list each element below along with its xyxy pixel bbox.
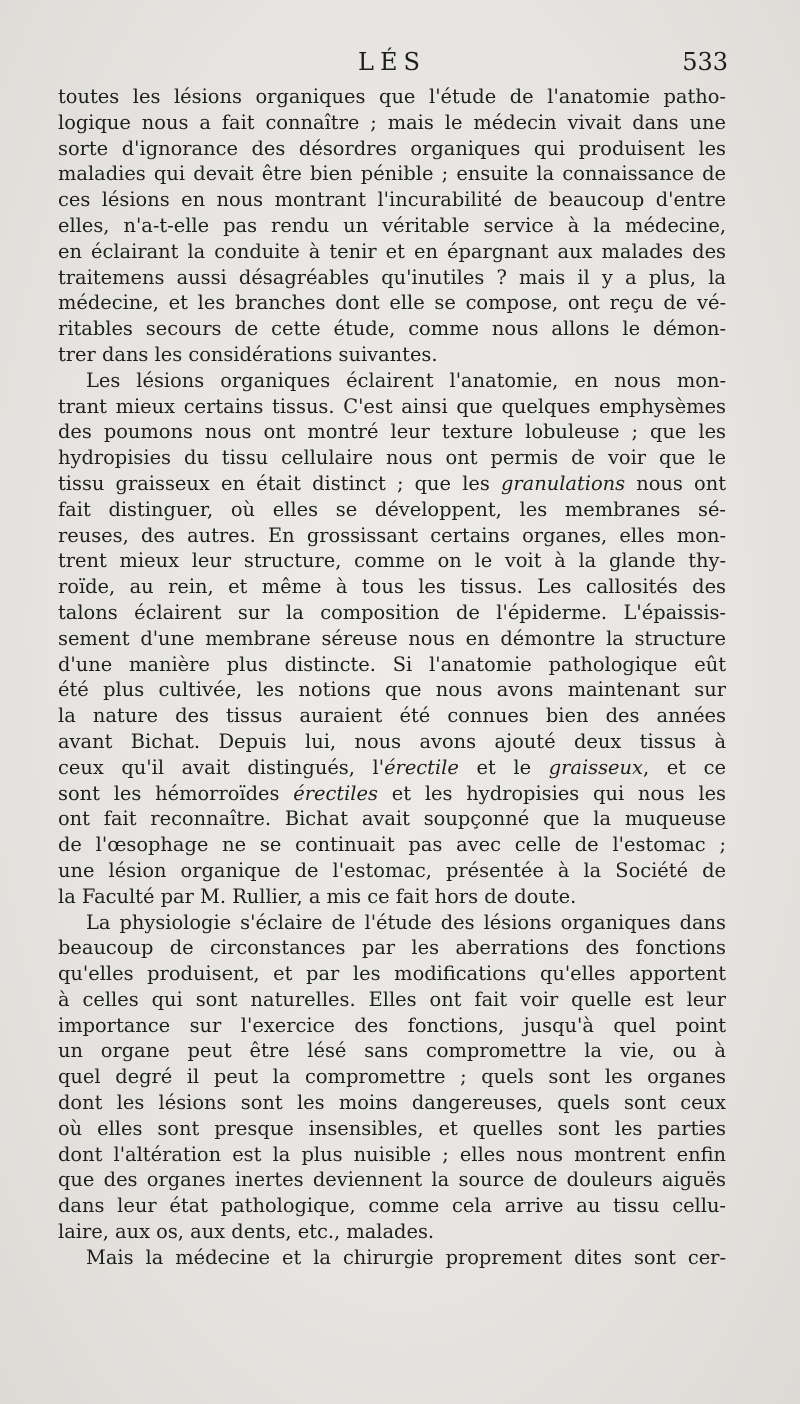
- text-line: été plus cultivée, les notions que nous avons maintenant sur: [58, 678, 726, 702]
- paragraph-end-line: trer dans les considérations suivantes.: [58, 342, 438, 366]
- text-line: une lésion organique de l'estomac, présentée à la Société de: [58, 858, 726, 882]
- text-line: un organe peut être lésé sans compromettre la vie, ou à: [58, 1039, 726, 1063]
- italic-term: graisseux: [548, 755, 643, 779]
- text-segment: et le: [458, 755, 549, 779]
- text-line: à celles qui sont naturelles. Elles ont fait voir quelle est leur: [58, 987, 726, 1011]
- text-line: roïde, au rein, et même à tous les tissus. Les callosités des: [58, 575, 726, 599]
- paragraph-start-line: Mais la médecine et la chirurgie proprement dites sont cer-: [86, 1245, 726, 1269]
- text-line: de l'œsophage ne se continuait pas avec celle de l'estomac ;: [58, 833, 726, 857]
- text-line: trant mieux certains tissus. C'est ainsi que quelques emphysèmes: [58, 394, 726, 418]
- text-line: sement d'une membrane séreuse nous en démontre la structure: [58, 626, 726, 650]
- text-line: hydropisies du tissu cellulaire nous ont permis de voir que le: [58, 446, 726, 470]
- paragraph-end-line: la Faculté par M. Rullier, a mis ce fait hors de doute.: [58, 884, 577, 908]
- text-line: maladies qui devait être bien pénible ; ensuite la connaissance de: [58, 162, 726, 186]
- paragraph-end-line: laire, aux os, aux dents, etc., malades.: [58, 1220, 435, 1244]
- paragraph-start-line: Les lésions organiques éclairent l'anatomie, en nous mon-: [86, 368, 726, 392]
- text-segment: , et ce: [642, 755, 726, 779]
- text-line: [58, 781, 726, 807]
- text-line: reuses, des autres. En grossissant certains organes, elles mon-: [58, 523, 726, 547]
- text-line: dont l'altération est la plus nuisible ; elles nous montrent enfin: [58, 1142, 726, 1166]
- body-text: [58, 84, 726, 1271]
- italic-term: érectiles: [293, 781, 378, 805]
- text-line: [58, 471, 726, 497]
- text-line: dans leur état pathologique, comme cela arrive au tissu cellu-: [58, 1194, 726, 1218]
- text-line: sorte d'ignorance des désordres organiques qui produisent les: [58, 136, 726, 160]
- text-line: d'une manière plus distincte. Si l'anatomie pathologique eût: [58, 652, 726, 676]
- italic-term: érectile: [384, 755, 459, 779]
- running-title: LÉS: [358, 48, 426, 76]
- text-line: où elles sont presque insensibles, et quelles sont les parties: [58, 1116, 726, 1140]
- text-line: ont fait reconnaître. Bichat avait soupçonné que la muqueuse: [58, 807, 726, 831]
- running-head: [56, 46, 728, 82]
- text-segment: tissu graisseux en était distinct ; que les: [58, 471, 490, 495]
- text-line: quel degré il peut la compromettre ; quels sont les organes: [58, 1065, 726, 1089]
- text-line: fait distinguer, où elles se développent, les membranes sé-: [58, 497, 726, 521]
- text-line: [58, 755, 726, 781]
- text-segment: et les hydropisies qui nous les: [377, 781, 726, 805]
- text-line: toutes les lésions organiques que l'étude de l'anatomie patho-: [58, 85, 726, 108]
- text-line: logique nous a fait connaître ; mais le médecin vivait dans une: [58, 110, 726, 134]
- text-line: importance sur l'exercice des fonctions, jusqu'à quel point: [58, 1013, 726, 1037]
- text-line: ces lésions en nous montrant l'incurabilité de beaucoup d'entre: [58, 188, 726, 212]
- text-segment: ceux qu'il avait distingués, l': [58, 755, 385, 779]
- text-line: trent mieux leur structure, comme on le voit à la glande thy-: [58, 549, 726, 573]
- text-line: des poumons nous ont montré leur texture lobuleuse ; que les: [58, 420, 726, 444]
- text-line: qu'elles produisent, et par les modifications qu'elles apportent: [58, 962, 726, 986]
- text-line: elles, n'a-t-elle pas rendu un véritable service à la médecine,: [58, 213, 726, 237]
- paragraph-start-line: La physiologie s'éclaire de l'étude des lésions organiques dans: [86, 910, 726, 934]
- text-line: dont les lésions sont les moins dangereuses, quels sont ceux: [58, 1091, 726, 1115]
- text-line: ritables secours de cette étude, comme nous allons le démon-: [58, 317, 726, 341]
- text-segment: nous ont: [625, 471, 726, 495]
- text-line: la nature des tissus auraient été connues bien des années: [58, 704, 726, 728]
- page-number: 533: [682, 48, 728, 76]
- text-line: que des organes inertes deviennent la source de douleurs aiguës: [58, 1168, 726, 1192]
- text-line: en éclairant la conduite à tenir et en épargnant aux malades des: [58, 239, 726, 263]
- text-line: avant Bichat. Depuis lui, nous avons ajouté deux tissus à: [58, 729, 726, 753]
- text-line: talons éclairent sur la composition de l'épiderme. L'épaissis-: [58, 600, 726, 624]
- text-line: beaucoup de circonstances par les aberrations des fonctions: [58, 936, 726, 960]
- text-line: traitemens aussi désagréables qu'inutiles ? mais il y a plus, la: [58, 265, 726, 289]
- italic-term: granulations: [501, 471, 626, 495]
- text-segment: sont les hémorroïdes: [58, 781, 294, 805]
- text-line: médecine, et les branches dont elle se compose, ont reçu de vé-: [58, 291, 726, 315]
